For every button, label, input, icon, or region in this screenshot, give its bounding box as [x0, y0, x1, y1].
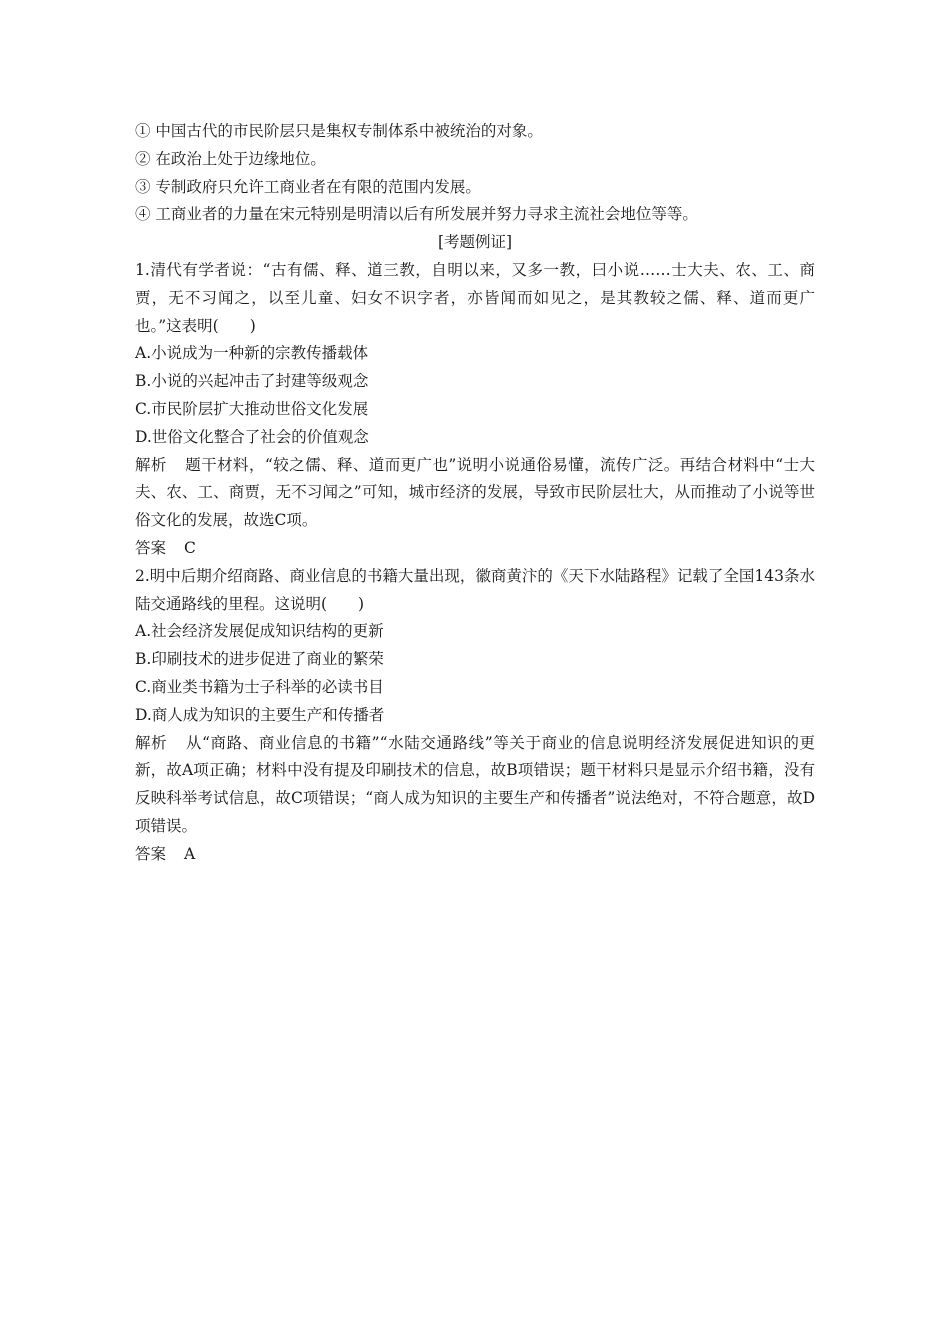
analysis: [135, 730, 815, 841]
analysis-text: 题干材料，“较之儒、释、道而更广也”说明小说通俗易懂，流传广泛。再结合材料中“士大夫、农、工、商贾，无不习闻之”可知，城市经济的发展，导致市民阶层壮大，从而推动了小说等世俗文化的发展，故选C项。: [135, 455, 815, 530]
answer-label: 答案: [135, 538, 167, 557]
question-stem: 1.清代有学者说：“古有儒、释、道三教，自明以来，又多一教，曰小说……士大夫、农、工、商贾，无不习闻之，以至儿童、妇女不识字者，亦皆闻而如见之，是其教较之儒、释、道而更广也。”这表明( ): [135, 260, 815, 335]
analysis-text: 从“商路、商业信息的书籍”“水陆交通路线”等关于商业的信息说明经济发展促进知识的更新，故A项正确；材料中没有提及印刷技术的信息，故B项错误；题干材料只是显示介绍书籍，没有反映科举考试信息，故C项错误；“商人成为知识的主要生产和传播者”说法绝对，不符合题意，故D项错误。: [135, 733, 815, 835]
point-2: ② 在政治上处于边缘地位。: [135, 149, 326, 168]
answer-value: C: [184, 538, 196, 557]
answer-value: A: [184, 844, 196, 863]
option-c: C.商业类书籍为士子科举的必读书目: [135, 677, 384, 696]
point-1: ① 中国古代的市民阶层只是集权专制体系中被统治的对象。: [135, 122, 543, 140]
option-d: D.世俗文化整合了社会的价值观念: [135, 427, 369, 446]
option-c: C.市民阶层扩大推动世俗文化发展: [135, 399, 369, 418]
question-2: [135, 563, 815, 869]
point-3: ③ 专制政府只允许工商业者在有限的范围内发展。: [135, 177, 481, 196]
analysis-label: 解析: [135, 455, 167, 474]
question-1: [135, 257, 815, 563]
point-4: ④ 工商业者的力量在宋元特别是明清以后有所发展并努力寻求主流社会地位等等。: [135, 205, 698, 224]
section-title: [考题例证]: [437, 233, 513, 252]
analysis: [135, 452, 815, 535]
document-page: [135, 118, 815, 869]
option-a: A.社会经济发展促成知识结构的更新: [135, 622, 384, 641]
analysis-label: 解析: [135, 733, 168, 752]
option-b: B.印刷技术的进步促进了商业的繁荣: [135, 650, 384, 669]
option-b: B.小说的兴起冲击了封建等级观念: [135, 372, 369, 391]
question-stem: 2.明中后期介绍商路、商业信息的书籍大量出现，徽商黄汴的《天下水陆路程》记载了全国143条水陆交通路线的里程。这说明( ): [135, 566, 815, 613]
answer: [135, 841, 815, 869]
answer: [135, 535, 815, 563]
answer-label: 答案: [135, 844, 167, 863]
option-a: A.小说成为一种新的宗教传播载体: [135, 344, 369, 363]
option-d: D.商人成为知识的主要生产和传播者: [135, 705, 385, 724]
